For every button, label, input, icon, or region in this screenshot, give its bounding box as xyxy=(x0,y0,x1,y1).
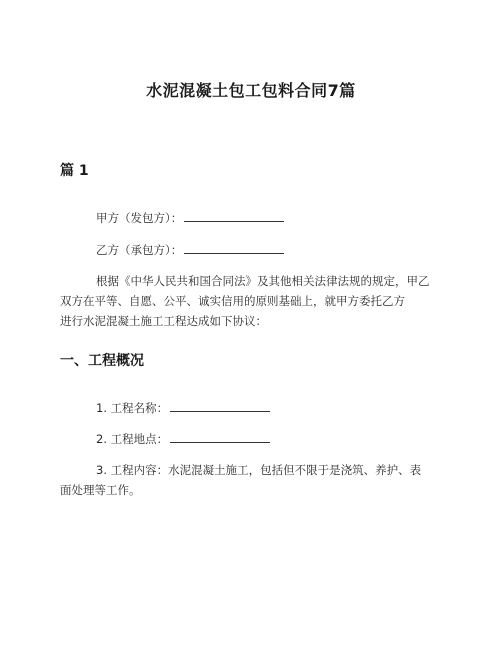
party-a-label: 甲方（发包方）： xyxy=(96,211,183,225)
intro-paragraph xyxy=(60,271,446,331)
item-2-line xyxy=(60,429,446,449)
item-3-line-1: 3. 工程内容：水泥混凝土施工，包括但不限于是浇筑、养护、表 xyxy=(96,463,422,477)
party-a-line xyxy=(60,208,446,228)
party-a-blank xyxy=(184,209,284,222)
item-1-label: 1. 工程名称： xyxy=(96,401,169,415)
document-title: 水泥混凝土包工包料合同7篇 xyxy=(146,81,356,100)
intro-line-1: 根据《中华人民共和国合同法》及其他相关法律法规的规定，甲乙 xyxy=(96,274,430,288)
item-1-line xyxy=(60,398,446,418)
section-heading-1: 篇 1 xyxy=(60,163,89,179)
party-b-blank xyxy=(184,241,284,254)
intro-line-2: 双方在平等、自愿、公平、诚实信用的原则基础上，就甲方委托乙方 xyxy=(60,294,405,308)
party-b-label: 乙方（承包方）： xyxy=(96,243,183,257)
item-1-blank xyxy=(170,399,270,412)
intro-line-3: 进行水泥混凝土施工工程达成如下协议： xyxy=(60,314,267,328)
party-b-line xyxy=(60,240,446,260)
item-3-line-2: 面处理等工作。 xyxy=(60,483,141,497)
section-heading-2: 一、工程概况 xyxy=(60,353,144,369)
item-2-blank xyxy=(170,430,270,443)
item-3-paragraph xyxy=(60,460,446,500)
item-2-label: 2. 工程地点： xyxy=(96,432,169,446)
